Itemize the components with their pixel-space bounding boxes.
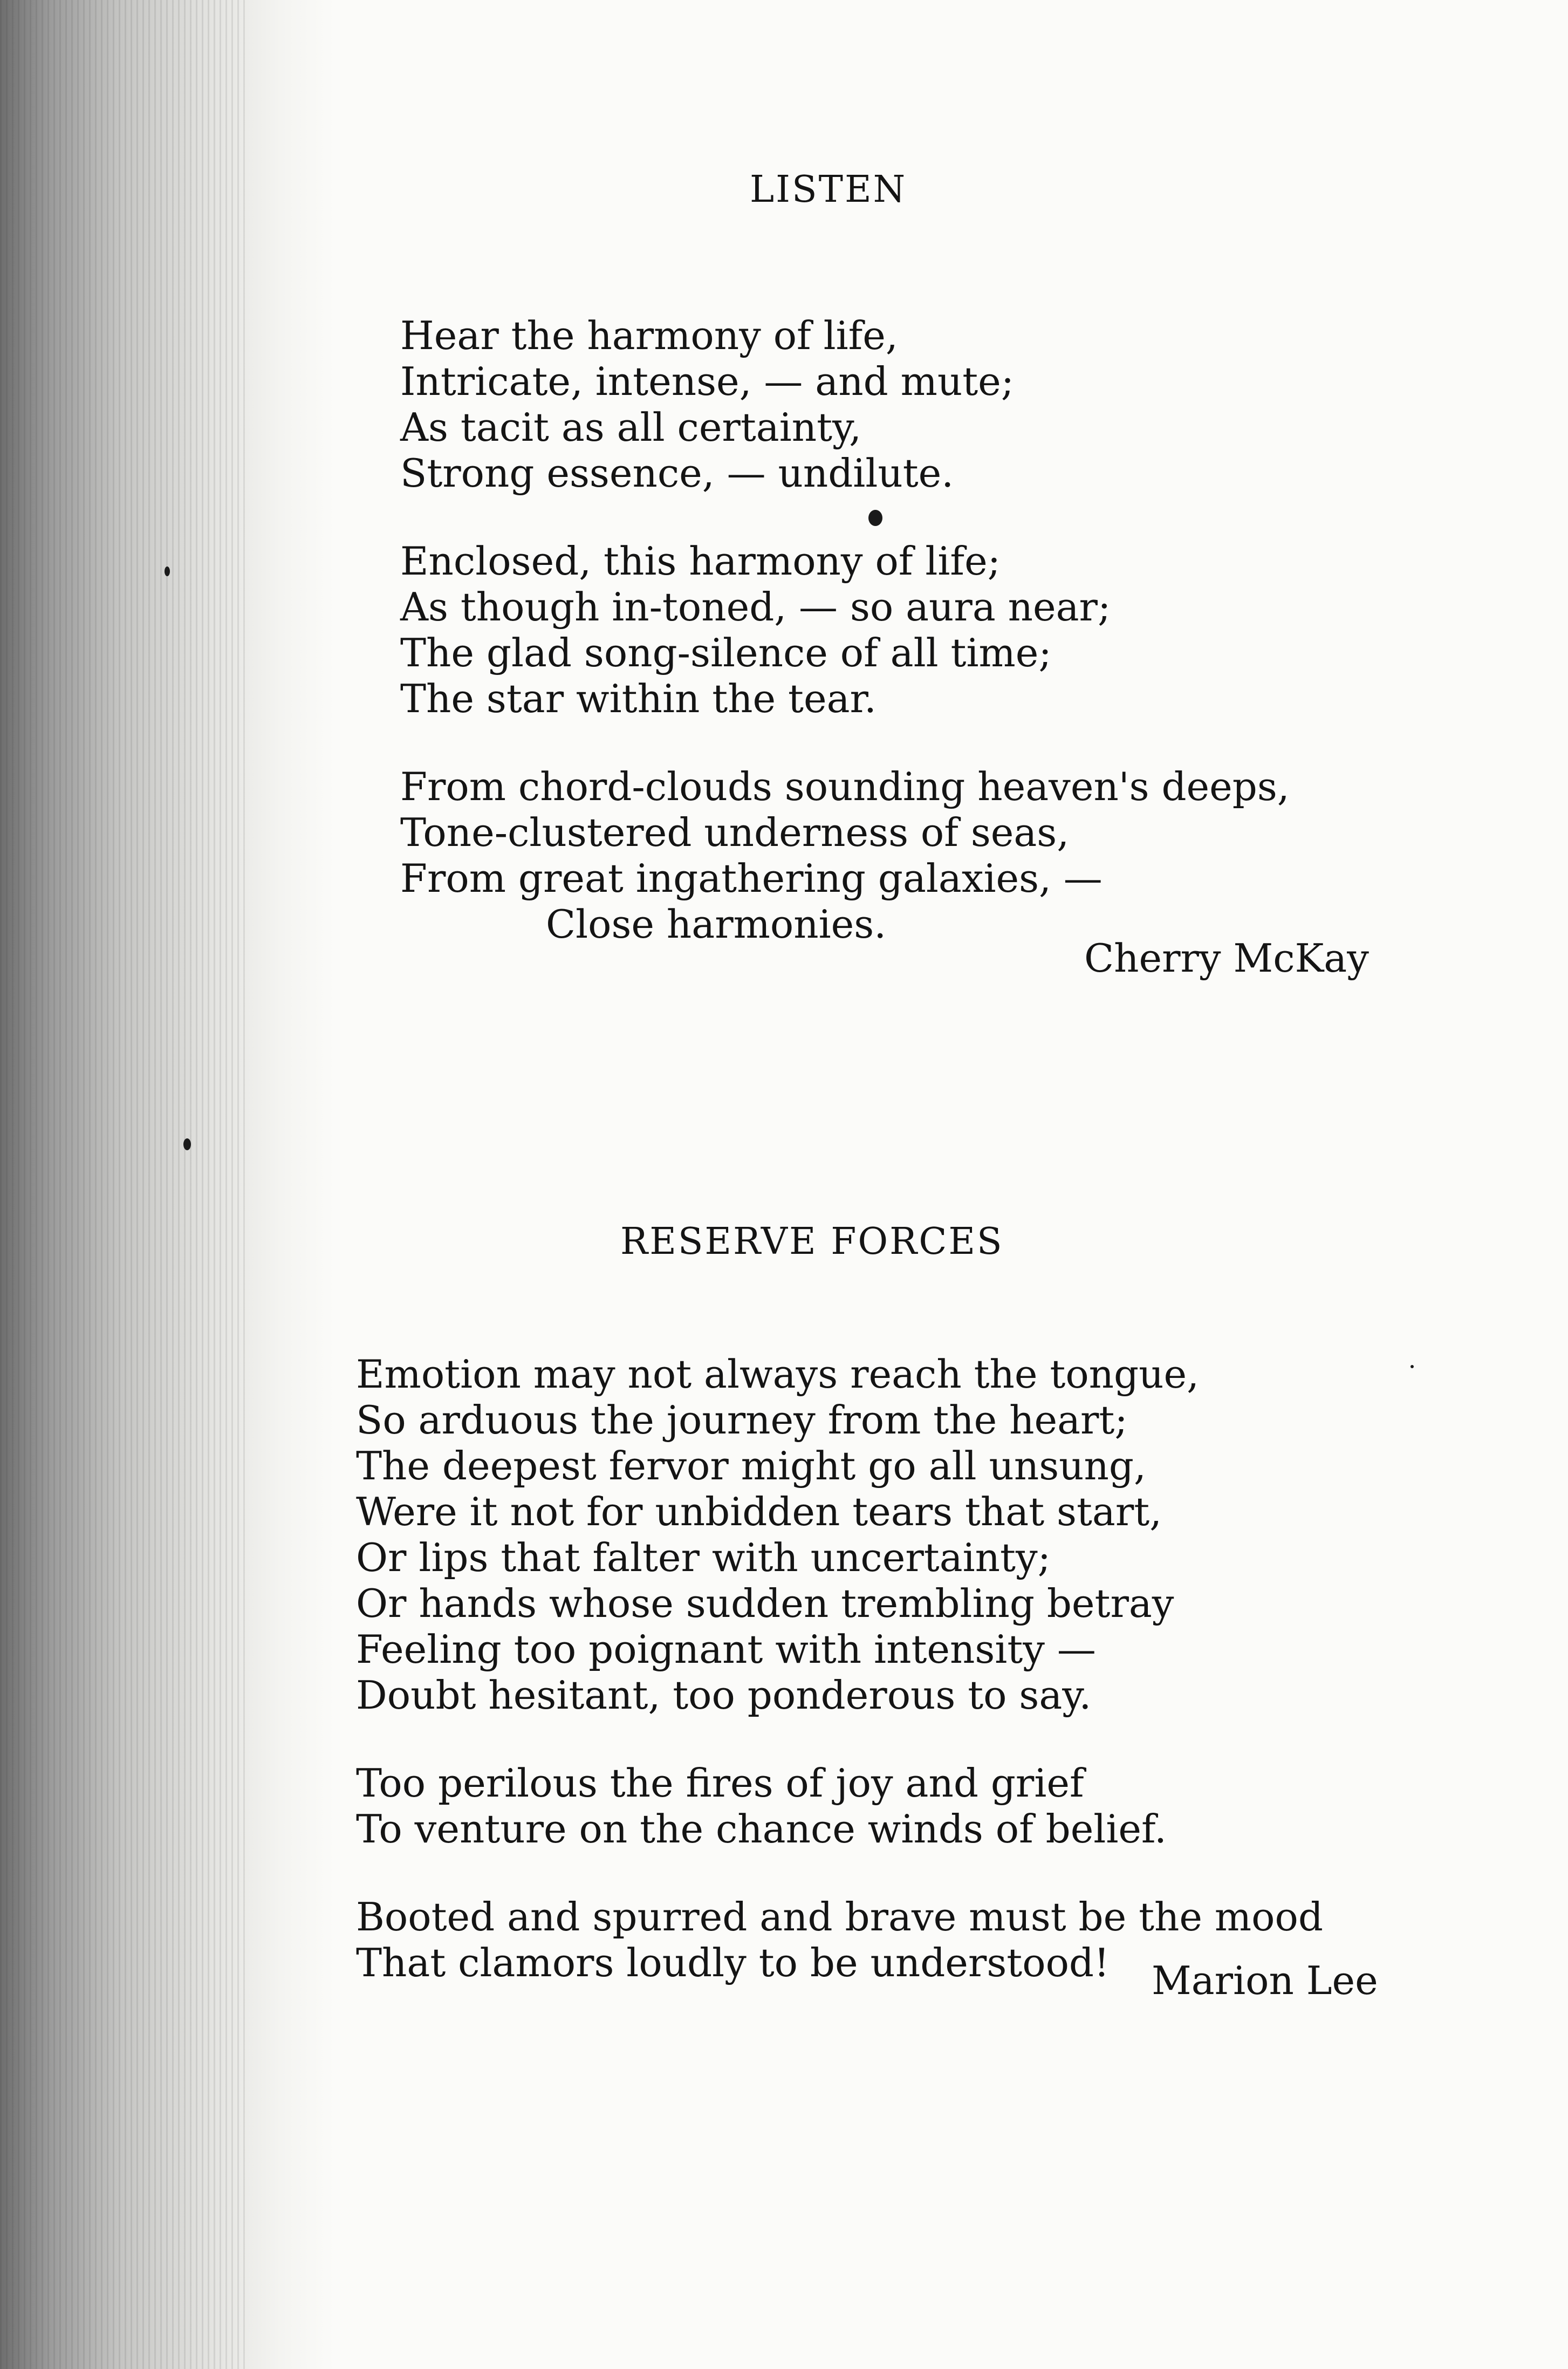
poem-line: Booted and spurred and brave must be the mood bbox=[356, 1894, 1323, 1940]
poem-title-reserve-forces: RESERVE FORCES bbox=[620, 1220, 1004, 1263]
poem-body-reserve-forces bbox=[356, 1351, 1323, 2028]
poem-line: Intricate, intense, — and mute; bbox=[400, 359, 1015, 404]
author-cherry-mckay: Cherry McKay bbox=[1084, 936, 1369, 981]
poem-line: As tacit as all certainty, bbox=[400, 405, 862, 450]
poem-line: Emotion may not always reach the tongue, bbox=[356, 1351, 1200, 1397]
poem-line: From great ingathering galaxies, — bbox=[400, 856, 1103, 901]
stanza bbox=[400, 313, 1290, 496]
poem-line: Doubt hesitant, too ponderous to say. bbox=[356, 1672, 1092, 1718]
ink-speck bbox=[1410, 1365, 1414, 1368]
poem-line: To venture on the chance winds of belief. bbox=[356, 1806, 1167, 1852]
ink-speck bbox=[183, 1138, 191, 1150]
poem-line: Or hands whose sudden trembling betray bbox=[356, 1581, 1174, 1626]
stanza bbox=[400, 538, 1290, 722]
poem-line: Feeling too poignant with intensity — bbox=[356, 1627, 1096, 1672]
poem-line: Too perilous the fires of joy and grief bbox=[356, 1760, 1084, 1806]
author-marion-lee: Marion Lee bbox=[1152, 1958, 1378, 2003]
poem-line: The deepest fervor might go all unsung, bbox=[356, 1443, 1146, 1489]
poem-line: As though in-toned, — so aura near; bbox=[400, 584, 1111, 630]
poem-line: Were it not for unbidden tears that start, bbox=[356, 1489, 1162, 1534]
poem-line: From chord-clouds sounding heaven's deeps, bbox=[400, 764, 1290, 809]
poem-line: Hear the harmony of life, bbox=[400, 313, 898, 358]
poem-line: The star within the tear. bbox=[400, 676, 877, 721]
poem-line: So arduous the journey from the heart; bbox=[356, 1397, 1128, 1443]
poem-line: The glad song-silence of all time; bbox=[400, 630, 1052, 675]
stanza bbox=[356, 1760, 1323, 1852]
stanza bbox=[400, 764, 1290, 947]
ink-speck bbox=[165, 566, 170, 576]
scan-texture bbox=[0, 0, 248, 2369]
poem-line: Strong essence, — undilute. bbox=[400, 450, 954, 496]
poem-line: Or lips that falter with uncertainty; bbox=[356, 1535, 1051, 1580]
poem-line: Enclosed, this harmony of life; bbox=[400, 538, 1001, 584]
poem-line: Tone-clustered underness of seas, bbox=[400, 810, 1070, 855]
poem-body-listen bbox=[400, 313, 1290, 989]
stanza bbox=[356, 1351, 1323, 1718]
poem-line: Close harmonies. bbox=[546, 902, 887, 947]
poem-line: That clamors loudly to be understood! bbox=[356, 1940, 1110, 1985]
poem-title-listen: LISTEN bbox=[750, 168, 907, 211]
